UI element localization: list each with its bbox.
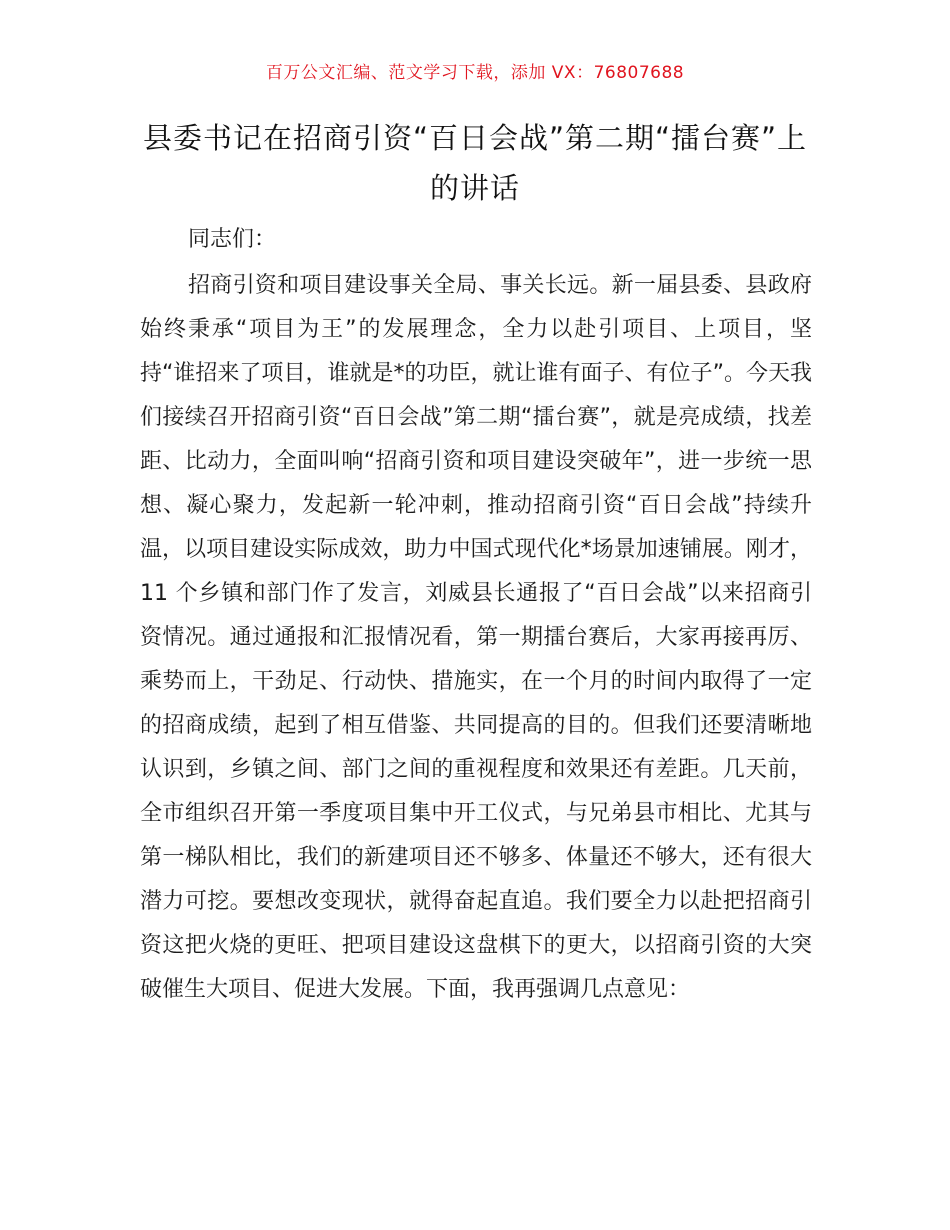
header-banner: 百万公文汇编、范文学习下载，添加 VX：76807688 bbox=[265, 63, 685, 83]
document-title: 县委书记在招商引资“百日会战”第二期“擂台赛”上的讲话 bbox=[142, 121, 808, 205]
body-paragraph: 招商引资和项目建设事关全局、事关长远。新一届县委、县政府始终秉承“项目为王”的发展理念，全力以赴引项目、上项目，坚持“谁招来了项目，谁就是*的功臣，就让谁有面子、有位子”。今天我们接续召开招商引资“百日会战”第二期“擂台赛”，就是亮成绩，找差距、比动力，全面叫响“招商引资和项目建设突破年”，进一步统一思想、凝心聚力，发起新一轮冲刺，推动招商引资“百日会战”持续升温，以项目建设实际成效，助力中国式现代化*场景加速铺展。刚才，11 个乡镇和部门作了发言，刘威县长通报了“百日会战”以来招商引资情况。通过通报和汇报情况看，第一期擂台赛后，大家再接再厉、乘势而上，干劲足、行动快、措施实，在一个月的时间内取得了一定的招商成绩，起到了相互借鉴、共同提高的目的。但我们还要清晰地认识到，乡镇之间、部门之间的重视程度和效果还有差距。几天前，全市组织召开第一季度项目集中开工仪式，与兄弟县市相比、尤其与第一梯队相比，我们的新建项目还不够多、体量还不够大，还有很大潜力可挖。要想改变现状，就得奋起直追。我们要全力以赴把招商引资这把火烧的更旺、把项目建设这盘棋下的更大，以招商引资的大突破催生大项目、促进大发展。下面，我再强调几点意见： bbox=[140, 273, 812, 1002]
salutation: 同志们： bbox=[188, 227, 277, 252]
